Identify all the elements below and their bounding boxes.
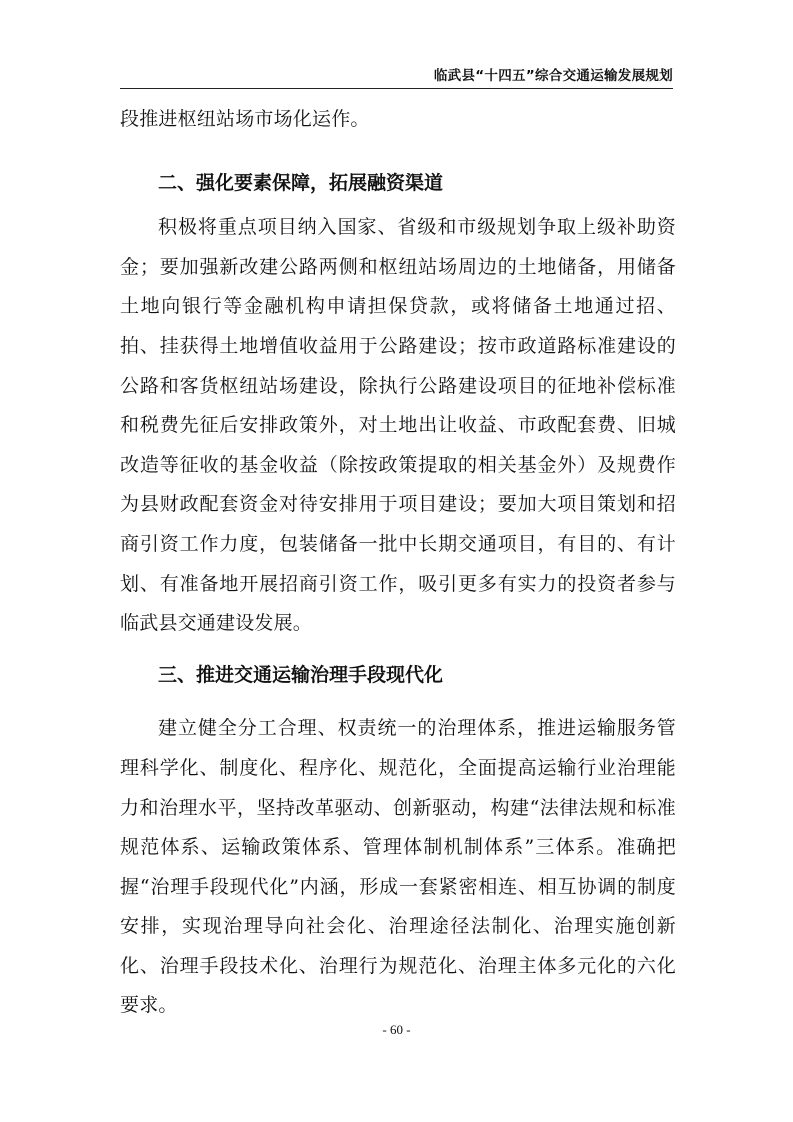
section-paragraph-governance: 建立健全分工合理、权责统一的治理体系，推进运输服务管理科学化、制度化、程序化、规范化，全面提高运输行业治理能力和治理水平，坚持改革驱动、创新驱动，构建“法律法规和标准规范体系、运输政策体系、管理体制机制体系”三体系。准确把握“治理手段现代化”内涵，形成一套紧密相连、相互协调的制度安排，实现治理导向社会化、治理途径法制化、治理实施创新化、治理手段技术化、治理行为规范化、治理主体多元化的六化要求。 xyxy=(120,717,676,1017)
document-header-title: 临武县“十四五”综合交通运输发展规划 xyxy=(433,68,673,84)
intro-paragraph: 段推进枢纽站场市场化运作。 xyxy=(120,108,370,130)
header-divider xyxy=(120,88,673,89)
section-paragraph-financing: 积极将重点项目纳入国家、省级和市级规划争取上级补助资金；要加强新改建公路两侧和枢纽站场周边的土地储备，用储备土地向银行等金融机构申请担保贷款，或将储备土地通过招、拍、挂获得土地增值收益用于公路建设；按市政道路标准建设的公路和客货枢纽站场建设，除执行公路建设项目的征地补偿标准和税费先征后安排政策外，对土地出让收益、市政配套费、旧城改造等征收的基金收益（除按政策提取的相关基金外）及规费作为县财政配套资金对待安排用于项目建设；要加大项目策划和招商引资工作力度，包装储备一批中长期交通项目，有目的、有计划、有准备地开展招商引资工作，吸引更多有实力的投资者参与临武县交通建设发展。 xyxy=(120,216,676,635)
section-heading-financing: 二、强化要素保障，拓展融资渠道 xyxy=(158,171,444,194)
document-body xyxy=(120,100,676,1026)
section-heading-governance: 三、推进交通运输治理手段现代化 xyxy=(158,663,444,686)
page-number: - 60 - xyxy=(382,1022,411,1037)
